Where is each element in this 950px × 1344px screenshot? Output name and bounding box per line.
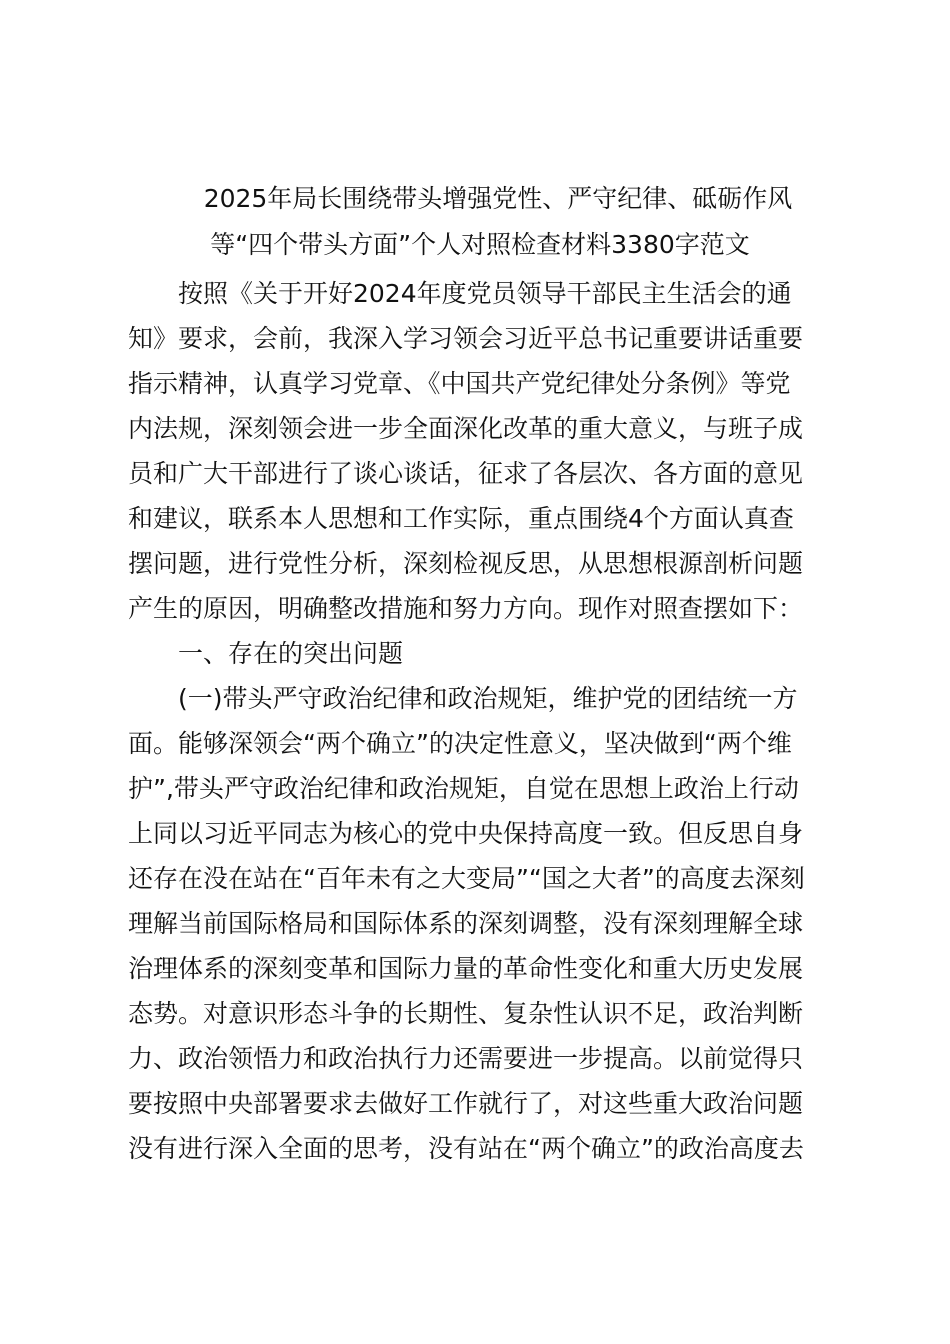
section-heading: 一、存在的突出问题: [178, 639, 404, 668]
paragraph-line: 按照《关于开好2024年度党员领导干部民主生活会的通: [178, 279, 792, 308]
paragraph-line: 面。能够深领会“两个确立”的决定性意义，坚决做到“两个维: [128, 729, 792, 758]
paragraph-line: 还存在没在站在“百年未有之大变局”“国之大者”的高度去深刻: [128, 864, 805, 893]
document-title-line-2: 等“四个带头方面”个人对照检查材料3380字范文: [210, 230, 750, 259]
paragraph-line: 指示精神，认真学习党章、《中国共产党纪律处分条例》等党: [128, 369, 791, 398]
paragraph-line: 和建议，联系本人思想和工作实际，重点围绕4个方面认真查: [128, 504, 794, 533]
paragraph-line: 没有进行深入全面的思考，没有站在“两个确立”的政治高度去: [128, 1134, 804, 1163]
paragraph-line: 态势。对意识形态斗争的长期性、复杂性认识不足，政治判断: [128, 999, 804, 1028]
paragraph-line: 知》要求，会前，我深入学习领会习近平总书记重要讲话重要: [128, 324, 804, 353]
paragraph-line: 内法规，深刻领会进一步全面深化改革的重大意义，与班子成: [128, 414, 804, 443]
paragraph-line: 员和广大干部进行了谈心谈话，征求了各层次、各方面的意见: [128, 459, 804, 488]
paragraph-line: 理解当前国际格局和国际体系的深刻调整，没有深刻理解全球: [128, 909, 804, 938]
paragraph-line: 上同以习近平同志为核心的党中央保持高度一致。但反思自身: [128, 819, 804, 848]
paragraph-line: 要按照中央部署要求去做好工作就行了，对这些重大政治问题: [128, 1089, 804, 1118]
paragraph-line: 摆问题，进行党性分析，深刻检视反思，从思想根源剖析问题: [128, 549, 804, 578]
paragraph-line: 产生的原因，明确整改措施和努力方向。现作对照查摆如下：: [128, 594, 804, 623]
subsection-heading: (一)带头严守政治纪律和政治规矩，维护党的团结统一方: [178, 684, 798, 713]
paragraph-line: 力、政治领悟力和政治执行力还需要进一步提高。以前觉得只: [128, 1044, 804, 1073]
paragraph-line: 护”,带头严守政治纪律和政治规矩，自觉在思想上政治上行动: [128, 774, 799, 803]
paragraph-line: 治理体系的深刻变革和国际力量的革命性变化和重大历史发展: [128, 954, 804, 983]
document-title-line-1: 2025年局长围绕带头增强党性、严守纪律、砥砺作风: [203, 184, 793, 213]
